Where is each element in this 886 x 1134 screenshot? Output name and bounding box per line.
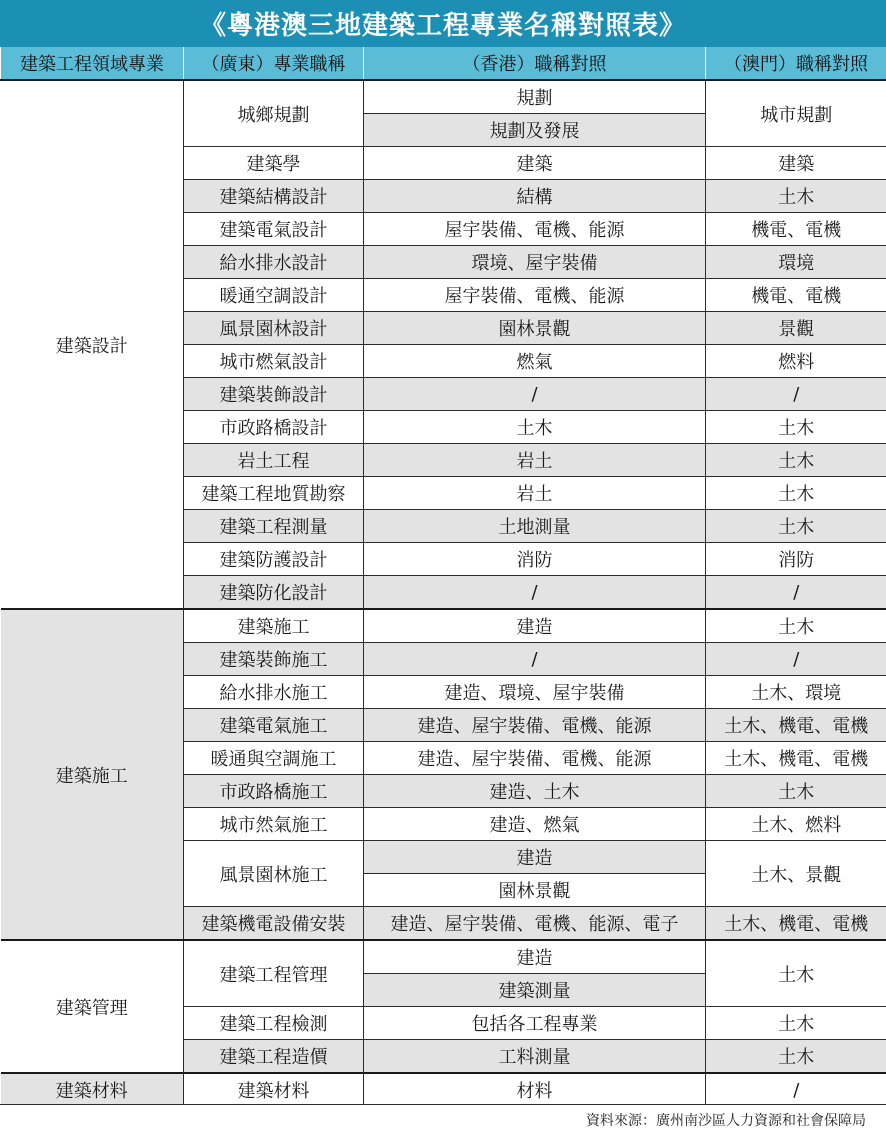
hongkong-title: 建造 [364,841,706,874]
macau-title: 土木 [706,940,886,1007]
hongkong-title: 屋宇裝備、電機、能源 [364,279,706,312]
hongkong-title: 建造、燃氣 [364,808,706,841]
hongkong-title: 結構 [364,180,706,213]
hongkong-title: 消防 [364,543,706,576]
header-hongkong: （香港）職稱對照 [364,47,706,80]
guangdong-title: 建築機電設備安裝 [184,907,364,941]
macau-title: 景觀 [706,312,886,345]
hongkong-title: 燃氣 [364,345,706,378]
macau-title: 城市規劃 [706,80,886,147]
guangdong-title: 建築材料 [184,1073,364,1107]
hongkong-title: 建築 [364,147,706,180]
header-guangdong: （廣東）專業職稱 [184,47,364,80]
guangdong-title: 建築工程檢測 [184,1007,364,1040]
guangdong-title: 暖通與空調施工 [184,742,364,775]
table-row [1,1073,886,1107]
group-name: 建築管理 [1,940,184,1073]
macau-title: 土木 [706,477,886,510]
guangdong-title: 建築施工 [184,609,364,643]
hongkong-title: 建築測量 [364,974,706,1007]
hongkong-title: 規劃及發展 [364,114,706,147]
table-body [1,80,886,1107]
macau-title: 土木、機電、電機 [706,907,886,941]
macau-title: 機電、電機 [706,279,886,312]
guangdong-title: 風景園林設計 [184,312,364,345]
macau-title: 土木 [706,411,886,444]
hongkong-title: 建造、屋宇裝備、電機、能源、電子 [364,907,706,941]
table-row [1,609,886,643]
hongkong-title: 園林景觀 [364,312,706,345]
guangdong-title: 城市燃氣設計 [184,345,364,378]
hongkong-title: 建造 [364,609,706,643]
guangdong-title: 建築結構設計 [184,180,364,213]
hongkong-title: 土木 [364,411,706,444]
macau-title: 土木、景觀 [706,841,886,907]
hongkong-title: 岩土 [364,444,706,477]
header-macau: （澳門）職稱對照 [706,47,886,80]
group-name: 建築設計 [1,80,184,609]
guangdong-title: 給水排水施工 [184,676,364,709]
macau-title: 土木 [706,180,886,213]
hongkong-title: 包括各工程專業 [364,1007,706,1040]
guangdong-title: 給水排水設計 [184,246,364,279]
hongkong-title: 工料測量 [364,1040,706,1074]
macau-title: 機電、電機 [706,213,886,246]
macau-title: 土木 [706,609,886,643]
guangdong-title: 建築工程造價 [184,1040,364,1074]
guangdong-title: 城市然氣施工 [184,808,364,841]
guangdong-title: 市政路橋設計 [184,411,364,444]
guangdong-title: 風景園林施工 [184,841,364,907]
hongkong-title: 岩土 [364,477,706,510]
macau-title: 土木 [706,1040,886,1074]
table-row [1,80,886,114]
macau-title: 土木 [706,1007,886,1040]
macau-title: 土木 [706,510,886,543]
page-title: 《粵港澳三地建築工程專業名稱對照表》 [0,0,886,47]
macau-title: 土木 [706,444,886,477]
hongkong-title: 建造、環境、屋宇裝備 [364,676,706,709]
header-row [1,47,886,80]
macau-title: / [706,576,886,610]
macau-title: / [706,378,886,411]
source-note [0,1104,886,1134]
header-field: 建築工程領域專業 [1,47,184,80]
hongkong-title: 建造、土木 [364,775,706,808]
hongkong-title: 土地測量 [364,510,706,543]
macau-title: 土木、機電、電機 [706,742,886,775]
macau-title: 消防 [706,543,886,576]
hongkong-title: 建造、屋宇裝備、電機、能源 [364,742,706,775]
hongkong-title: 園林景觀 [364,874,706,907]
hongkong-title: / [364,378,706,411]
guangdong-title: 建築裝飾施工 [184,643,364,676]
macau-title: 土木、環境 [706,676,886,709]
guangdong-title: 建築工程地質勘察 [184,477,364,510]
table-row [1,940,886,974]
guangdong-title: 建築工程測量 [184,510,364,543]
hongkong-title: 規劃 [364,80,706,114]
macau-title: 土木、燃料 [706,808,886,841]
guangdong-title: 建築學 [184,147,364,180]
source-text: 資料來源：廣州南沙區人力資源和社會保障局 [586,1110,866,1130]
macau-title: / [706,1073,886,1107]
hongkong-title: / [364,576,706,610]
guangdong-title: 建築電氣施工 [184,709,364,742]
hongkong-title: / [364,643,706,676]
comparison-table [0,47,886,1107]
guangdong-title: 暖通空調設計 [184,279,364,312]
hongkong-title: 建造 [364,940,706,974]
macau-title: 建築 [706,147,886,180]
hongkong-title: 材料 [364,1073,706,1107]
hongkong-title: 建造、屋宇裝備、電機、能源 [364,709,706,742]
guangdong-title: 建築裝飾設計 [184,378,364,411]
macau-title: 土木 [706,775,886,808]
guangdong-title: 岩土工程 [184,444,364,477]
macau-title: 燃料 [706,345,886,378]
guangdong-title: 建築防化設計 [184,576,364,610]
guangdong-title: 建築電氣設計 [184,213,364,246]
guangdong-title: 城鄉規劃 [184,80,364,147]
hongkong-title: 環境、屋宇裝備 [364,246,706,279]
group-name: 建築材料 [1,1073,184,1107]
group-name: 建築施工 [1,609,184,940]
guangdong-title: 建築防護設計 [184,543,364,576]
hongkong-title: 屋宇裝備、電機、能源 [364,213,706,246]
macau-title: 土木、機電、電機 [706,709,886,742]
guangdong-title: 市政路橋施工 [184,775,364,808]
macau-title: 環境 [706,246,886,279]
macau-title: / [706,643,886,676]
guangdong-title: 建築工程管理 [184,940,364,1007]
